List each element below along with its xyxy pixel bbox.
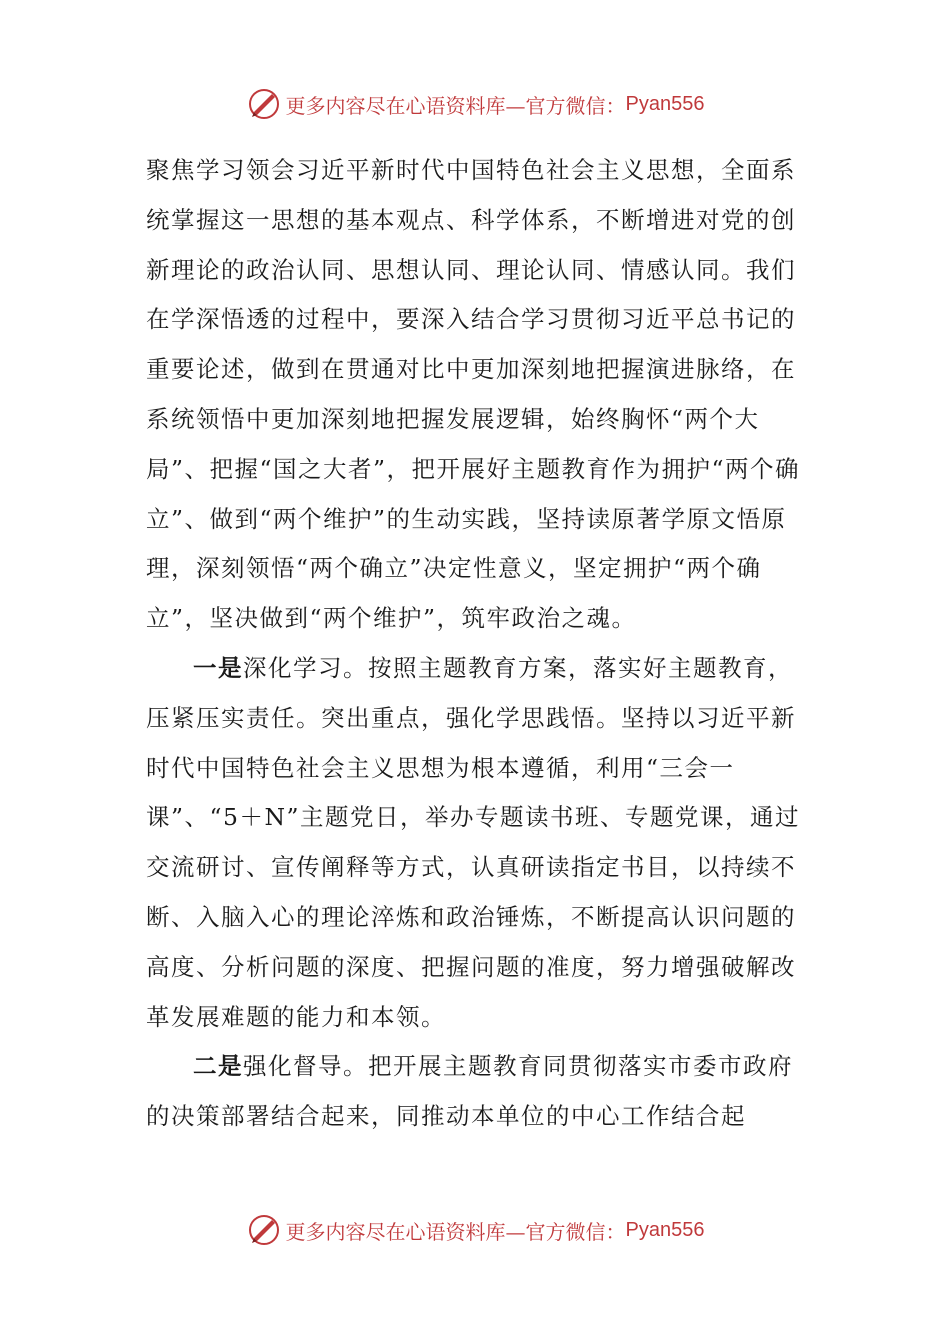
paragraph-2 <box>146 644 806 1042</box>
paragraph-2-lead: 一是 <box>193 653 243 682</box>
paragraph-1: 聚焦学习领会习近平新时代中国特色社会主义思想，全面系统掌握这一思想的基本观点、科学体系，不断增进对党的创新理论的政治认同、思想认同、理论认同、情感认同。我们在学深悟透的过程中，要深入结合学习贯彻习近平总书记的重要论述，做到在贯通对比中更加深刻地把握演进脉络，在系统领悟中更加深刻地把握发展逻辑，始终胸怀“两个大局”、把握“国之大者”，把开展好主题教育作为拥护“两个确立”、做到“两个维护”的生动实践，坚持读原著学原文悟原理，深刻领悟“两个确立”决定性意义，坚定拥护“两个确立”，坚决做到“两个维护”，筑牢政治之魂。 <box>146 156 801 633</box>
header-banner <box>0 84 950 124</box>
paragraph-3-text: 强化督导。把开展主题教育同贯彻落实市委市政府的决策部署结合起来，同推动本单位的中心工作结合起 <box>146 1052 793 1131</box>
banner-wechat-id: Pyan556 <box>625 92 705 115</box>
pen-logo-icon <box>246 1212 282 1248</box>
pen-logo-icon <box>246 86 282 122</box>
footer-banner <box>0 1210 950 1250</box>
paragraph-3 <box>146 1042 806 1142</box>
banner-text: 更多内容尽在心语资料库—官方微信： <box>285 93 626 118</box>
banner-text: 更多内容尽在心语资料库—官方微信： <box>285 1219 626 1244</box>
paragraph-3-lead: 二是 <box>193 1052 243 1081</box>
paragraph-2-text: 深化学习。按照主题教育方案，落实好主题教育，压紧压实责任。突出重点，强化学思践悟。坚持以习近平新时代中国特色社会主义思想为根本遵循，利用“三会一课”、“5＋N”主题党日，举办专题读书班、专题党课，通过交流研讨、宣传阐释等方式，认真研读指定书目，以持续不断、入脑入心的理论淬炼和政治锤炼，不断提高认识问题的高度、分析问题的深度、把握问题的准度，努力增强破解改革发展难题的能力和本领。 <box>146 653 801 1031</box>
document-body <box>146 146 806 1142</box>
banner-wechat-id: Pyan556 <box>625 1218 705 1241</box>
